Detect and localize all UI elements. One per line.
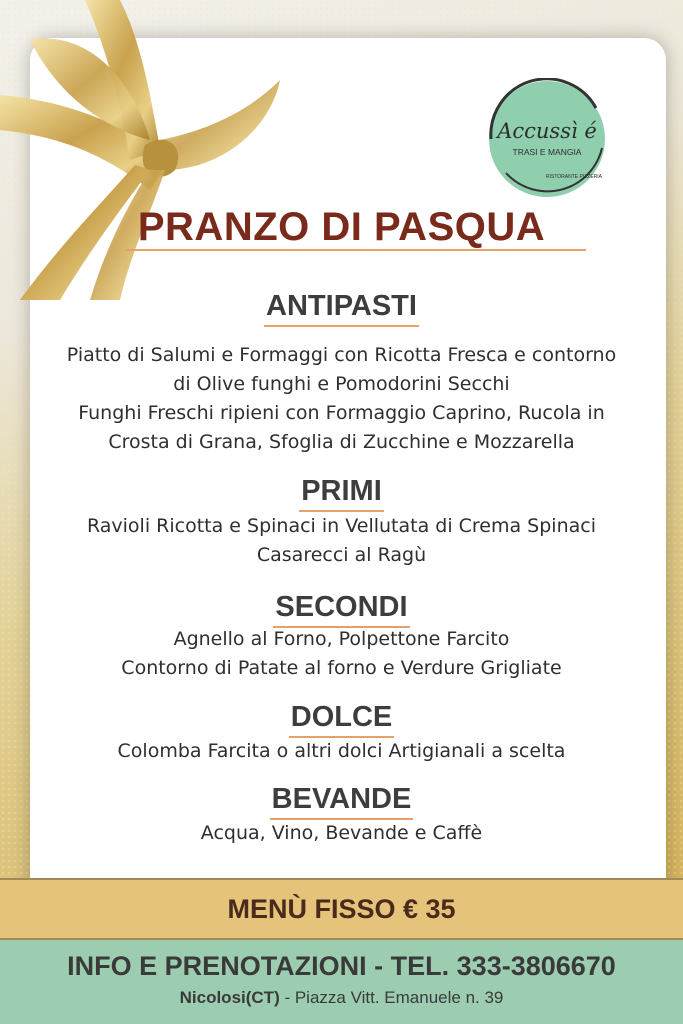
page-title: PRANZO DI PASQUA — [137, 205, 546, 249]
section-heading-primi: PRIMI — [0, 474, 683, 512]
restaurant-logo — [486, 78, 608, 200]
fixed-price-banner: MENÙ FISSO € 35 — [0, 878, 683, 940]
footer-address — [0, 988, 683, 1008]
menu-item-line: Colomba Farcita o altri dolci Artigianali a scelta — [117, 740, 566, 762]
section-items-bevande — [20, 819, 663, 848]
section-heading-secondi: SECONDI — [0, 590, 683, 628]
section-items-dolce — [20, 737, 663, 766]
menu-item-line: Piatto di Salumi e Formaggi con Ricotta Fresca e contorno — [66, 344, 617, 366]
menu-item-line: di Olive funghi e Pomodorini Secchi — [173, 373, 510, 395]
footer-info-phone: INFO E PRENOTAZIONI - TEL. 333-3806670 — [67, 951, 616, 981]
menu-item-line: Casarecci al Ragù — [256, 544, 427, 566]
menu-item-line: Agnello al Forno, Polpettone Farcito — [173, 628, 510, 650]
logo-name: Accussì é — [497, 119, 597, 143]
logo-tagline: TRASI E MANGIA — [512, 147, 582, 157]
gold-ribbon-bow-icon — [0, 0, 300, 300]
menu-item-line: Acqua, Vino, Bevande e Caffè — [200, 822, 483, 844]
menu-item-line: Crosta di Grana, Sfoglia di Zucchine e Mozzarella — [108, 431, 575, 453]
logo-small-text: RISTORANTE PIZZERIA — [545, 174, 603, 180]
section-items-secondi — [20, 625, 663, 683]
section-items-primi — [20, 512, 663, 570]
section-heading-dolce: DOLCE — [0, 700, 683, 738]
menu-item-line: Funghi Freschi ripieni con Formaggio Caprino, Rucola in — [78, 402, 605, 424]
title-underline — [126, 249, 586, 251]
footer-street: - Piazza Vitt. Emanuele n. 39 — [279, 988, 504, 1007]
section-items-antipasti — [20, 341, 663, 457]
footer-city: Nicolosi(CT) — [179, 988, 280, 1007]
section-heading-antipasti: ANTIPASTI — [0, 289, 683, 327]
menu-item-line: Ravioli Ricotta e Spinaci in Vellutata di Crema Spinaci — [86, 515, 596, 537]
menu-item-line: Contorno di Patate al forno e Verdure Grigliate — [121, 657, 562, 679]
section-heading-bevande: BEVANDE — [0, 782, 683, 820]
